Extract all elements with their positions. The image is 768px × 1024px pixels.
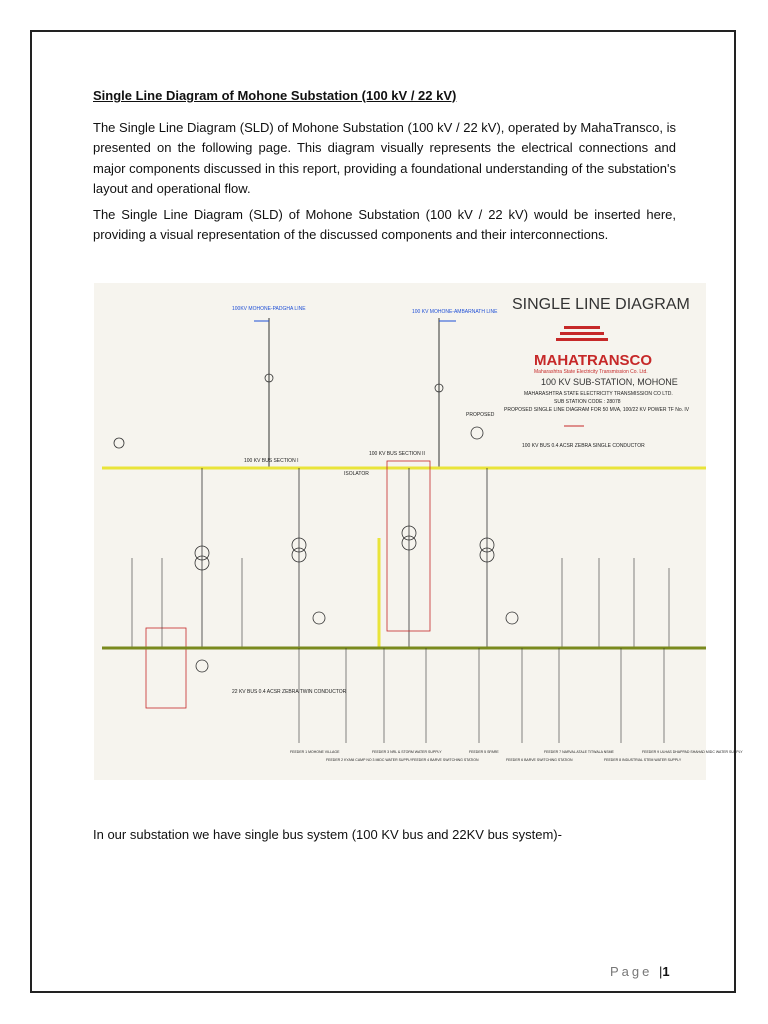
substation-code: SUB STATION CODE : 28078 [554, 399, 621, 405]
isolator-label: ISOLATOR [344, 471, 369, 477]
feeder-2-label: FEEDER 2 KYANI CAMP NO 3 MIDC WATER SUPPLY [326, 758, 413, 762]
bus22-label: 22 KV BUS 0.4 ACSR ZEBRA TWIN CONDUCTOR [232, 689, 347, 695]
page-label: Page [610, 964, 653, 979]
page-number: 1 [662, 964, 670, 979]
placeholder-paragraph: The Single Line Diagram (SLD) of Mohone Substation (100 kV / 22 kV) would be inserted here, providing a visual representation of the discussed components and their interconnections. [93, 207, 676, 243]
feeder-9-label: FEEDER 9 ULHAS DHAPPAD SHAHAD MIDC WATER SUPPLY [642, 750, 743, 754]
page-footer [610, 964, 670, 979]
diagram-title: SINGLE LINE DIAGRAM [512, 296, 690, 313]
logo-subtitle: Maharashtra State Electricity Transmission Co. Ltd. [534, 369, 648, 375]
bus100-label: 100 KV BUS 0.4 ACSR ZEBRA SINGLE CONDUCTOR [522, 443, 645, 449]
substation-name: 100 KV SUB-STATION, MOHONE [541, 377, 678, 387]
single-line-diagram-image [94, 283, 743, 780]
mahatransco-logo: MAHATRANSCO [534, 352, 653, 369]
proposed-note: PROPOSED SINGLE LINE DIAGRAM FOR 50 MVA, 100/22 KV POWER TF No. IV [504, 407, 690, 413]
feeder-8-label: FEEDER 8 INDUSTRIAL STEM WATER SUPPLY [604, 758, 682, 762]
feeder-6-label: FEEDER 6 BARVE SWITCHING STATION [506, 758, 573, 762]
line2-label: 100 KV MOHONE-AMBARNATH LINE [412, 309, 498, 315]
feeder-7-label: FEEDER 7 NARVAL ATALE TITWALA NSME [544, 750, 614, 754]
logo-stripes-icon [556, 326, 608, 341]
page-separator: | [659, 964, 663, 979]
intro-paragraph: The Single Line Diagram (SLD) of Mohone Substation (100 kV / 22 kV), operated by MahaTransco, is presented on the following page. This diagram visually represents the electrical connections and major components discussed in this report, providing a foundational understanding of the substation's layout and operational flow. [93, 120, 676, 196]
feeder-4-label: FEEDER 4 BARVE SWITCHING STATION [412, 758, 479, 762]
company-name: MAHARASHTRA STATE ELECTRICITY TRANSMISSION CO LTD. [524, 391, 673, 397]
section-heading: Single Line Diagram of Mohone Substation (100 kV / 22 kV) [93, 88, 457, 103]
proposed-label: PROPOSED [466, 412, 495, 418]
section1-label: 100 KV BUS SECTION I [244, 458, 299, 464]
line1-label: 100KV MOHONE-PADGHA LINE [232, 306, 306, 312]
feeder-3-label: FEEDER 3 NRL & STORM WATER SUPPLY [372, 750, 442, 754]
feeder-5-label: FEEDER 5 SPARE [469, 750, 499, 754]
bus-system-paragraph: In our substation we have single bus system (100 KV bus and 22KV bus system)- [93, 827, 562, 842]
section2-label: 100 KV BUS SECTION II [369, 451, 425, 457]
feeder-1-label: FEEDER 1 MOHONE VILLAGE [290, 750, 340, 754]
